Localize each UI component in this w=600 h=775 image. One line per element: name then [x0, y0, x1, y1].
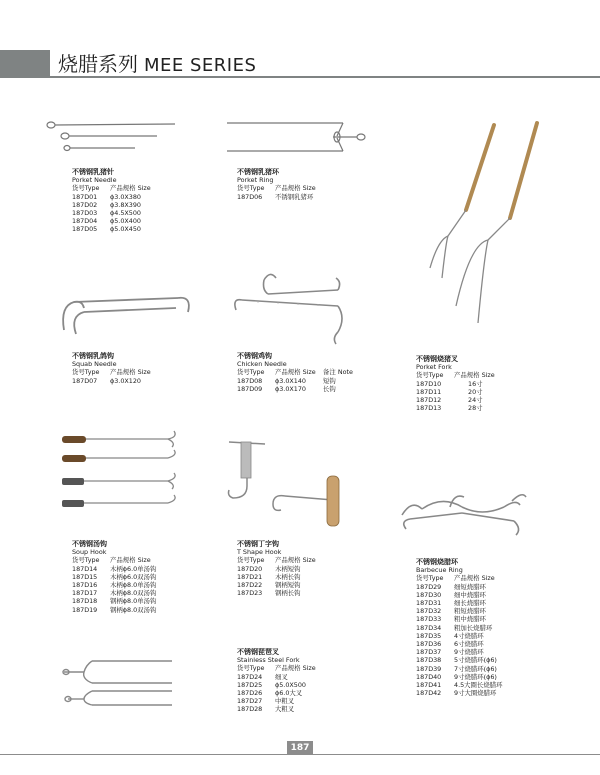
spec-table: 货号Type 产品规格 Size 备注 Note 187D08 ϕ3.0X140 短钩 187D09 ϕ3.0X170 长钩	[237, 368, 353, 393]
product-name-cn: 不锈钢乳猪环	[237, 168, 279, 176]
spec-table: 货号Type 产品规格 Size 187D20 木柄短钩 187D21 木柄长钩 187D22 钢柄短钩 187D23 钢柄长钩	[237, 556, 316, 598]
squab-needle-illustration	[58, 288, 198, 338]
product-porket-ring	[237, 168, 316, 201]
table-row: 187D25 ϕ5.0X500	[237, 680, 306, 689]
table-row: 187D12 24寸	[416, 396, 483, 405]
table-row: 187D29 细短烧腊环	[416, 582, 486, 591]
product-barbecue-ring	[416, 558, 503, 697]
porket-fork-illustration	[412, 118, 552, 338]
spec-table: 货号Type 产品规格 Size 187D06 不锈钢乳猪环	[237, 184, 316, 201]
spec-table: 货号Type 产品规格 Size 187D29 细短烧腊环 187D30 细中烧腊环 187D31 细长烧腊环 187D32 粗短烧腊环 187D33 粗中烧腊环 187D34 粗加长烧腊环 187D35 4寸烧腊环 187D36 6寸烧腊环 187D37 9寸烧腊环 187D38 5寸烧腊环(ϕ6) 187D39 7寸烧腊环(ϕ6) 187D40 9寸烧腊环(ϕ6) 187D41 4.5大圈长烧腊环 187D42 9寸大圈烧腊环	[416, 574, 503, 698]
product-porket-fork	[416, 355, 495, 412]
table-row: 187D06 不锈钢乳猪环	[237, 192, 314, 201]
table-row: 187D39 7寸烧腊环(ϕ6)	[416, 664, 497, 673]
table-row: 187D17 木柄ϕ8.0双汤钩	[72, 589, 157, 598]
table-row: 187D30 细中烧腊环	[416, 590, 486, 599]
table-row: 187D09 ϕ3.0X170 长钩	[237, 384, 336, 393]
table-row: 187D07 ϕ3.0X120	[72, 376, 141, 385]
table-row: 187D19 钢柄ϕ8.0双汤钩	[72, 605, 157, 614]
product-soup-hook	[72, 540, 156, 614]
spec-table: 货号Type 产品规格 Size 187D24 细叉 187D25 ϕ5.0X500 187D26 ϕ6.0大叉 187D27 中粗叉 187D28 大粗叉	[237, 664, 316, 714]
table-row: 187D22 钢柄短钩	[237, 581, 301, 590]
table-row: 187D05 ϕ5.0X450	[72, 225, 141, 234]
title-english: MEE SERIES	[144, 55, 257, 76]
chicken-needle-illustration	[228, 268, 368, 346]
table-row: 187D35 4寸烧腊环	[416, 631, 484, 640]
col-type-header: 货号Type	[72, 184, 100, 193]
table-row: 187D38 5寸烧腊环(ϕ6)	[416, 656, 497, 665]
product-name-en: Squab Needle	[72, 360, 117, 369]
product-t-shape-hook	[237, 540, 316, 597]
product-name-en: Chicken Needle	[237, 360, 287, 369]
table-row: 187D23 钢柄长钩	[237, 589, 301, 598]
table-row: 187D03 ϕ4.5X500	[72, 209, 141, 218]
table-row: 187D21 木柄长钩	[237, 572, 301, 581]
table-row: 187D32 粗短烧腊环	[416, 607, 486, 616]
table-row: 187D15 木柄ϕ6.0双汤钩	[72, 572, 157, 581]
stainless-fork-illustration	[62, 655, 187, 710]
product-porket-needle	[72, 168, 151, 234]
table-row: 187D13 28寸	[416, 404, 483, 413]
product-name-cn: 不锈钢丁字钩	[237, 540, 279, 548]
product-stainless-fork	[237, 648, 316, 714]
product-name-en: T Shape Hook	[237, 548, 282, 557]
product-name-en: Soup Hook	[72, 548, 107, 557]
product-name-cn: 不锈钢乳猪针	[72, 168, 114, 176]
table-row: 187D02 ϕ3.8X390	[72, 200, 141, 209]
product-name-cn: 不锈钢琵琶叉	[237, 648, 279, 656]
t-shape-hook-illustration	[225, 438, 355, 533]
page-title	[58, 48, 256, 77]
table-row: 187D26 ϕ6.0大叉	[237, 689, 303, 698]
table-row: 187D40 9寸烧腊环(ϕ6)	[416, 672, 497, 681]
table-row: 187D41 4.5大圈长烧腊环	[416, 681, 503, 690]
product-name-en: Porket Needle	[72, 176, 117, 185]
table-row: 187D37 9寸烧腊环	[416, 648, 484, 657]
table-row: 187D16 木柄ϕ8.0单汤钩	[72, 581, 157, 590]
table-row: 187D28 大粗叉	[237, 705, 295, 714]
table-row: 187D34 粗加长烧腊环	[416, 623, 493, 632]
table-row: 187D33 粗中烧腊环	[416, 615, 486, 624]
barbecue-ring-illustration	[392, 485, 532, 545]
porket-needle-illustration	[45, 118, 185, 158]
table-row: 187D01 ϕ3.0X380	[72, 192, 141, 201]
table-row: 187D08 ϕ3.0X140 短钩	[237, 376, 336, 385]
table-row: 187D14 木柄ϕ6.0单汤钩	[72, 564, 157, 573]
product-name-cn: 不锈钢鸡钩	[237, 352, 272, 360]
product-name-en: Porket Fork	[416, 363, 452, 372]
product-name-cn: 不锈钢烧腊环	[416, 558, 458, 566]
spec-table: 货号Type 产品规格 Size 187D14 木柄ϕ6.0单汤钩 187D15 木柄ϕ6.0双汤钩 187D16 木柄ϕ8.0单汤钩 187D17 木柄ϕ8.0双汤钩 187D18 钢柄ϕ8.0单汤钩 187D19 钢柄ϕ8.0双汤钩	[72, 556, 157, 614]
table-row: 187D11 20寸	[416, 387, 483, 396]
table-row: 187D04 ϕ5.0X400	[72, 217, 141, 226]
porket-ring-illustration	[225, 118, 370, 158]
title-chinese: 烧腊系列	[58, 52, 138, 76]
table-row: 187D42 9寸大圈烧腊环	[416, 689, 497, 698]
product-name-cn: 不锈钢烧猪叉	[416, 355, 458, 363]
table-row: 187D36 6寸烧腊环	[416, 640, 484, 649]
spec-table	[72, 184, 151, 233]
product-chicken-needle	[237, 352, 353, 393]
spec-table: 货号Type 产品规格 Size 187D10 16寸 187D11 20寸 187D12 24寸 187D13 28寸	[416, 371, 495, 413]
product-name-en: Porket Ring	[237, 176, 274, 185]
page-number: 187	[287, 741, 313, 755]
product-squab-needle	[72, 352, 151, 385]
product-name-en: Barbecue Ring	[416, 566, 463, 575]
table-row: 187D31 细长烧腊环	[416, 599, 486, 608]
spec-table: 货号Type 产品规格 Size 187D07 ϕ3.0X120	[72, 368, 151, 385]
table-row: 187D18 钢柄ϕ8.0单汤钩	[72, 597, 157, 606]
header-accent-block	[0, 50, 50, 78]
table-row: 187D10 16寸	[416, 379, 483, 388]
product-name-cn: 不锈钢乳鸽钩	[72, 352, 114, 360]
col-size-header: 产品规格 Size	[110, 184, 151, 193]
product-name-en: Stainless Steel Fork	[237, 656, 300, 665]
table-row: 187D24 细叉	[237, 672, 288, 681]
table-row: 187D20 木柄短钩	[237, 564, 301, 573]
soup-hook-illustration	[60, 433, 185, 523]
product-name-cn: 不锈钢汤钩	[72, 540, 107, 548]
table-row: 187D27 中粗叉	[237, 697, 295, 706]
